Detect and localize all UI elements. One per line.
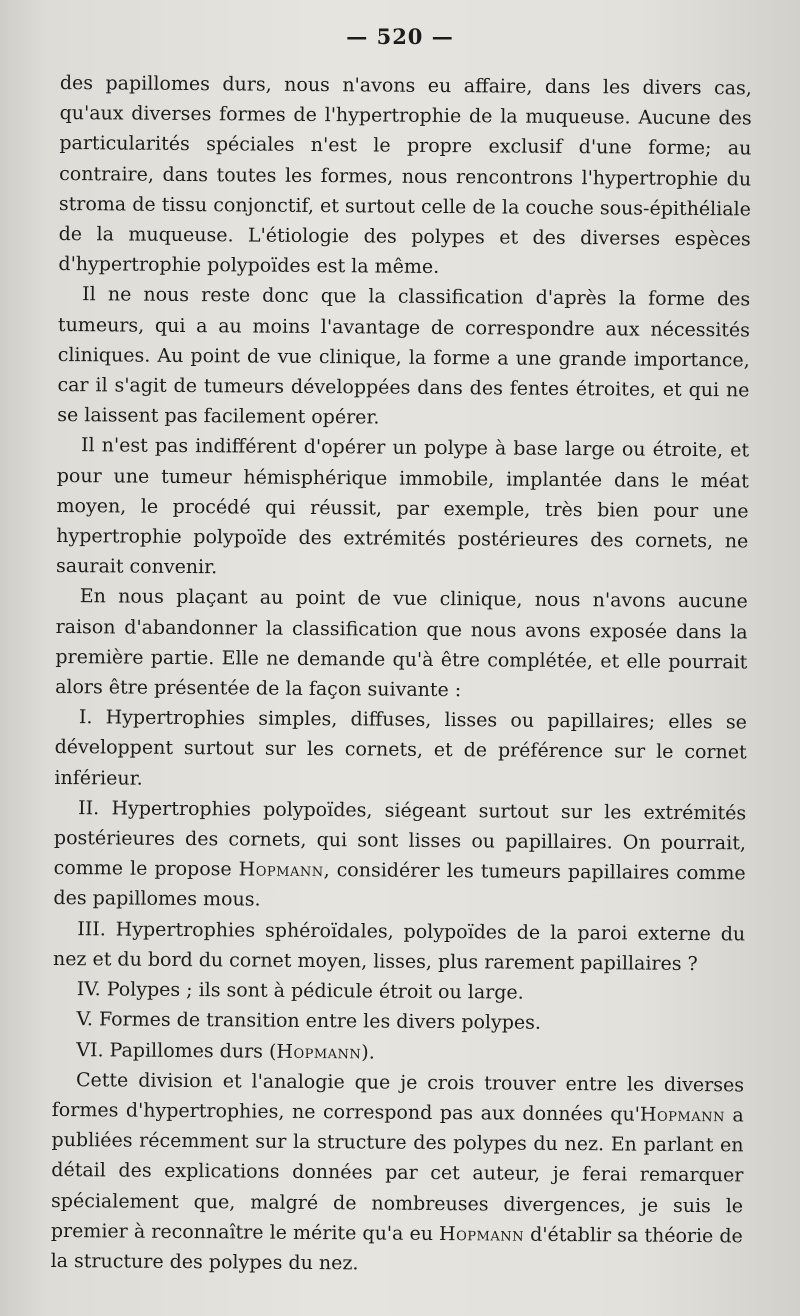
closing-part-1: Cette division et l'analogie que je crois trouver entre les diverses formes d'hypertrophies, ne correspond pas aux données qu' [51, 1068, 745, 1126]
list-item-5: V. Formes de transition entre les divers polypes. [76, 1008, 542, 1035]
list-item-2 [53, 793, 746, 919]
author-name: Hopmann [276, 1040, 362, 1063]
author-name: Hopmann [439, 1222, 525, 1246]
page-number: — 520 — [346, 24, 454, 49]
closing-part-2: a publiées récemment sur la structure des polypes du nez. En parlant en détail des explications données par cet auteur, je ferai remarquer spécialement que, malgré de nombreuses divergences, je suis le premier à reconnaître le mérite qu'a eu [50, 1104, 744, 1245]
list-item-6-text-before: VI. Papillomes durs ( [76, 1038, 277, 1063]
list-item-3: III. Hypertrophies sphéroïdales, polypoïdes de la paroi externe du nez et du bord du cornet moyen, lisses, plus rarement papillaires ? [52, 917, 746, 975]
list-item-6-text-after: ). [361, 1040, 375, 1064]
author-name: Hopmann [238, 858, 324, 882]
paragraph-4: En nous plaçant au point de vue clinique, nous n'avons aucune raison d'abandonner la classification que nous avons exposée dans la première partie. Elle ne demande qu'à être complétée, et elle pourrait alors être présentée de la façon suivante : [55, 585, 748, 702]
list-item-6 [52, 1034, 744, 1070]
paragraph-2: Il ne nous reste donc que la classification d'après la forme des tumeurs, qui a au moins l'avantage de correspondre aux nécessités cliniques. Au point de vue clinique, la forme a une grande importance, car il s'agit de tumeurs développées dans des fentes étroites, et qui ne se laissent pas facilement opérer. [57, 283, 751, 429]
paragraph-1: des papillomes durs, nous n'avons eu affaire, dans les divers cas, qu'aux diverses formes de l'hypertrophie de la muqueuse. Aucune des particularités spéciales n'est le propre exclusif d'une forme; au contraire, dans toutes les formes, nous rencontrons l'hypertrophie du stroma de tissu conjonctif, et surtout celle de la couche sous-épithéliale de la muqueuse. L'étiologie des polypes et des diverses espèces d'hypertrophie polypoïdes est la même. [58, 71, 752, 279]
closing-part-3: d'établir sa théorie de la structure des polypes du nez. [50, 1223, 743, 1275]
page-body [51, 68, 752, 1282]
author-name: Hopmann [639, 1103, 725, 1127]
closing-paragraph [51, 1065, 745, 1282]
list-item-2-text-after: , considérer les tumeurs papillaires comme des papillomes mous. [53, 859, 746, 912]
list-item-2-text-before: II. Hypertrophies polypoïdes, siégeant surtout sur les extrémités postérieures des cornets, qui sont lisses ou papillaires. On pourrait, comme le propose [53, 797, 747, 881]
paragraph-3: Il n'est pas indifférent d'opérer un polype à base large ou étroite, et pour une tumeur hémisphérique immobile, implantée dans le méat moyen, le procédé qui réussit, par exemple, très bien pour une hypertrophie polypoïde des extrémités postérieures des cornets, ne saurait convenir. [56, 434, 750, 579]
list-item-4: IV. Polypes ; ils sont à pédicule étroit ou large. [76, 978, 524, 1004]
list-item-1: I. Hypertrophies simples, diffuses, lisses ou papillaires; elles se développent surtout sur les cornets, et de préférence sur le cornet inférieur. [54, 706, 747, 790]
